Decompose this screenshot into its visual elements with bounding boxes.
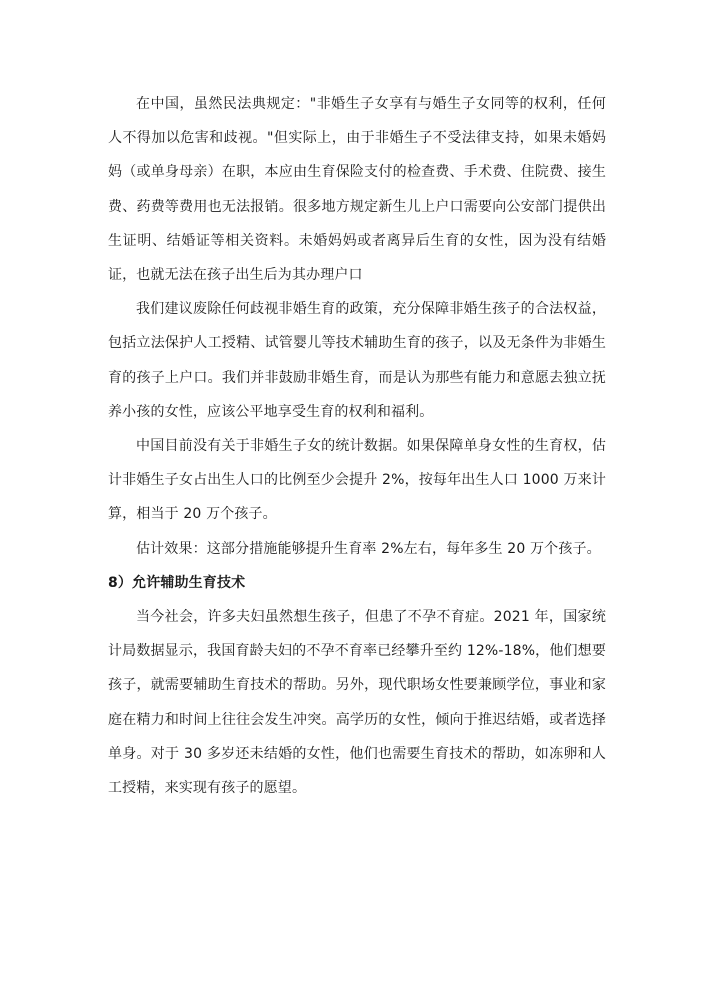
paragraph-statistics: 中国目前没有关于非婚生子女的统计数据。如果保障单身女性的生育权，估计非婚生子女占出生人口的比例至少会提升 2%，按每年出生人口 1000 万来计算，相当于 20 万个孩子。 — [108, 438, 606, 523]
paragraph-estimated-effect: 估计效果：这部分措施能够提升生育率 2%左右，每年多生 20 万个孩子。 — [136, 540, 601, 557]
document-body — [108, 87, 606, 805]
paragraph-assisted-reproduction: 当今社会，许多夫妇虽然想生孩子，但患了不孕不育症。2021 年，国家统计局数据显示，我国育龄夫妇的不孕不育率已经攀升至约 12%-18%，他们想要孩子，就需要辅助生育技术的帮助。另外，现代职场女性要兼顾学位，事业和家庭在精力和时间上往往会发生冲突。高学历的女性，倾向于推迟结婚，或者选择单身。对于 30 多岁还未结婚的女性，他们也需要生育技术的帮助，如冻卵和人工授精，来实现有孩子的愿望。 — [108, 609, 606, 797]
section-heading: 8）允许辅助生育技术 — [108, 574, 246, 591]
paragraph-legal-status: 在中国，虽然民法典规定："非婚生子女享有与婚生子女同等的权利，任何人不得加以危害和歧视。"但实际上，由于非婚生子不受法律支持，如果未婚妈妈（或单身母亲）在职，本应由生育保险支付的检查费、手术费、住院费、接生费、药费等费用也无法报销。很多地方规定新生儿上户口需要向公安部门提供出生证明、结婚证等相关资料。未婚妈妈或者离异后生育的女性，因为没有结婚证，也就无法在孩子出生后为其办理户口 — [108, 96, 606, 284]
paragraph-policy-recommendation: 我们建议废除任何歧视非婚生育的政策，充分保障非婚生孩子的合法权益，包括立法保护人工授精、试管婴儿等技术辅助生育的孩子，以及无条件为非婚生育的孩子上户口。我们并非鼓励非婚生育，而是认为那些有能力和意愿去独立抚养小孩的女性，应该公平地享受生育的权利和福利。 — [108, 301, 606, 420]
